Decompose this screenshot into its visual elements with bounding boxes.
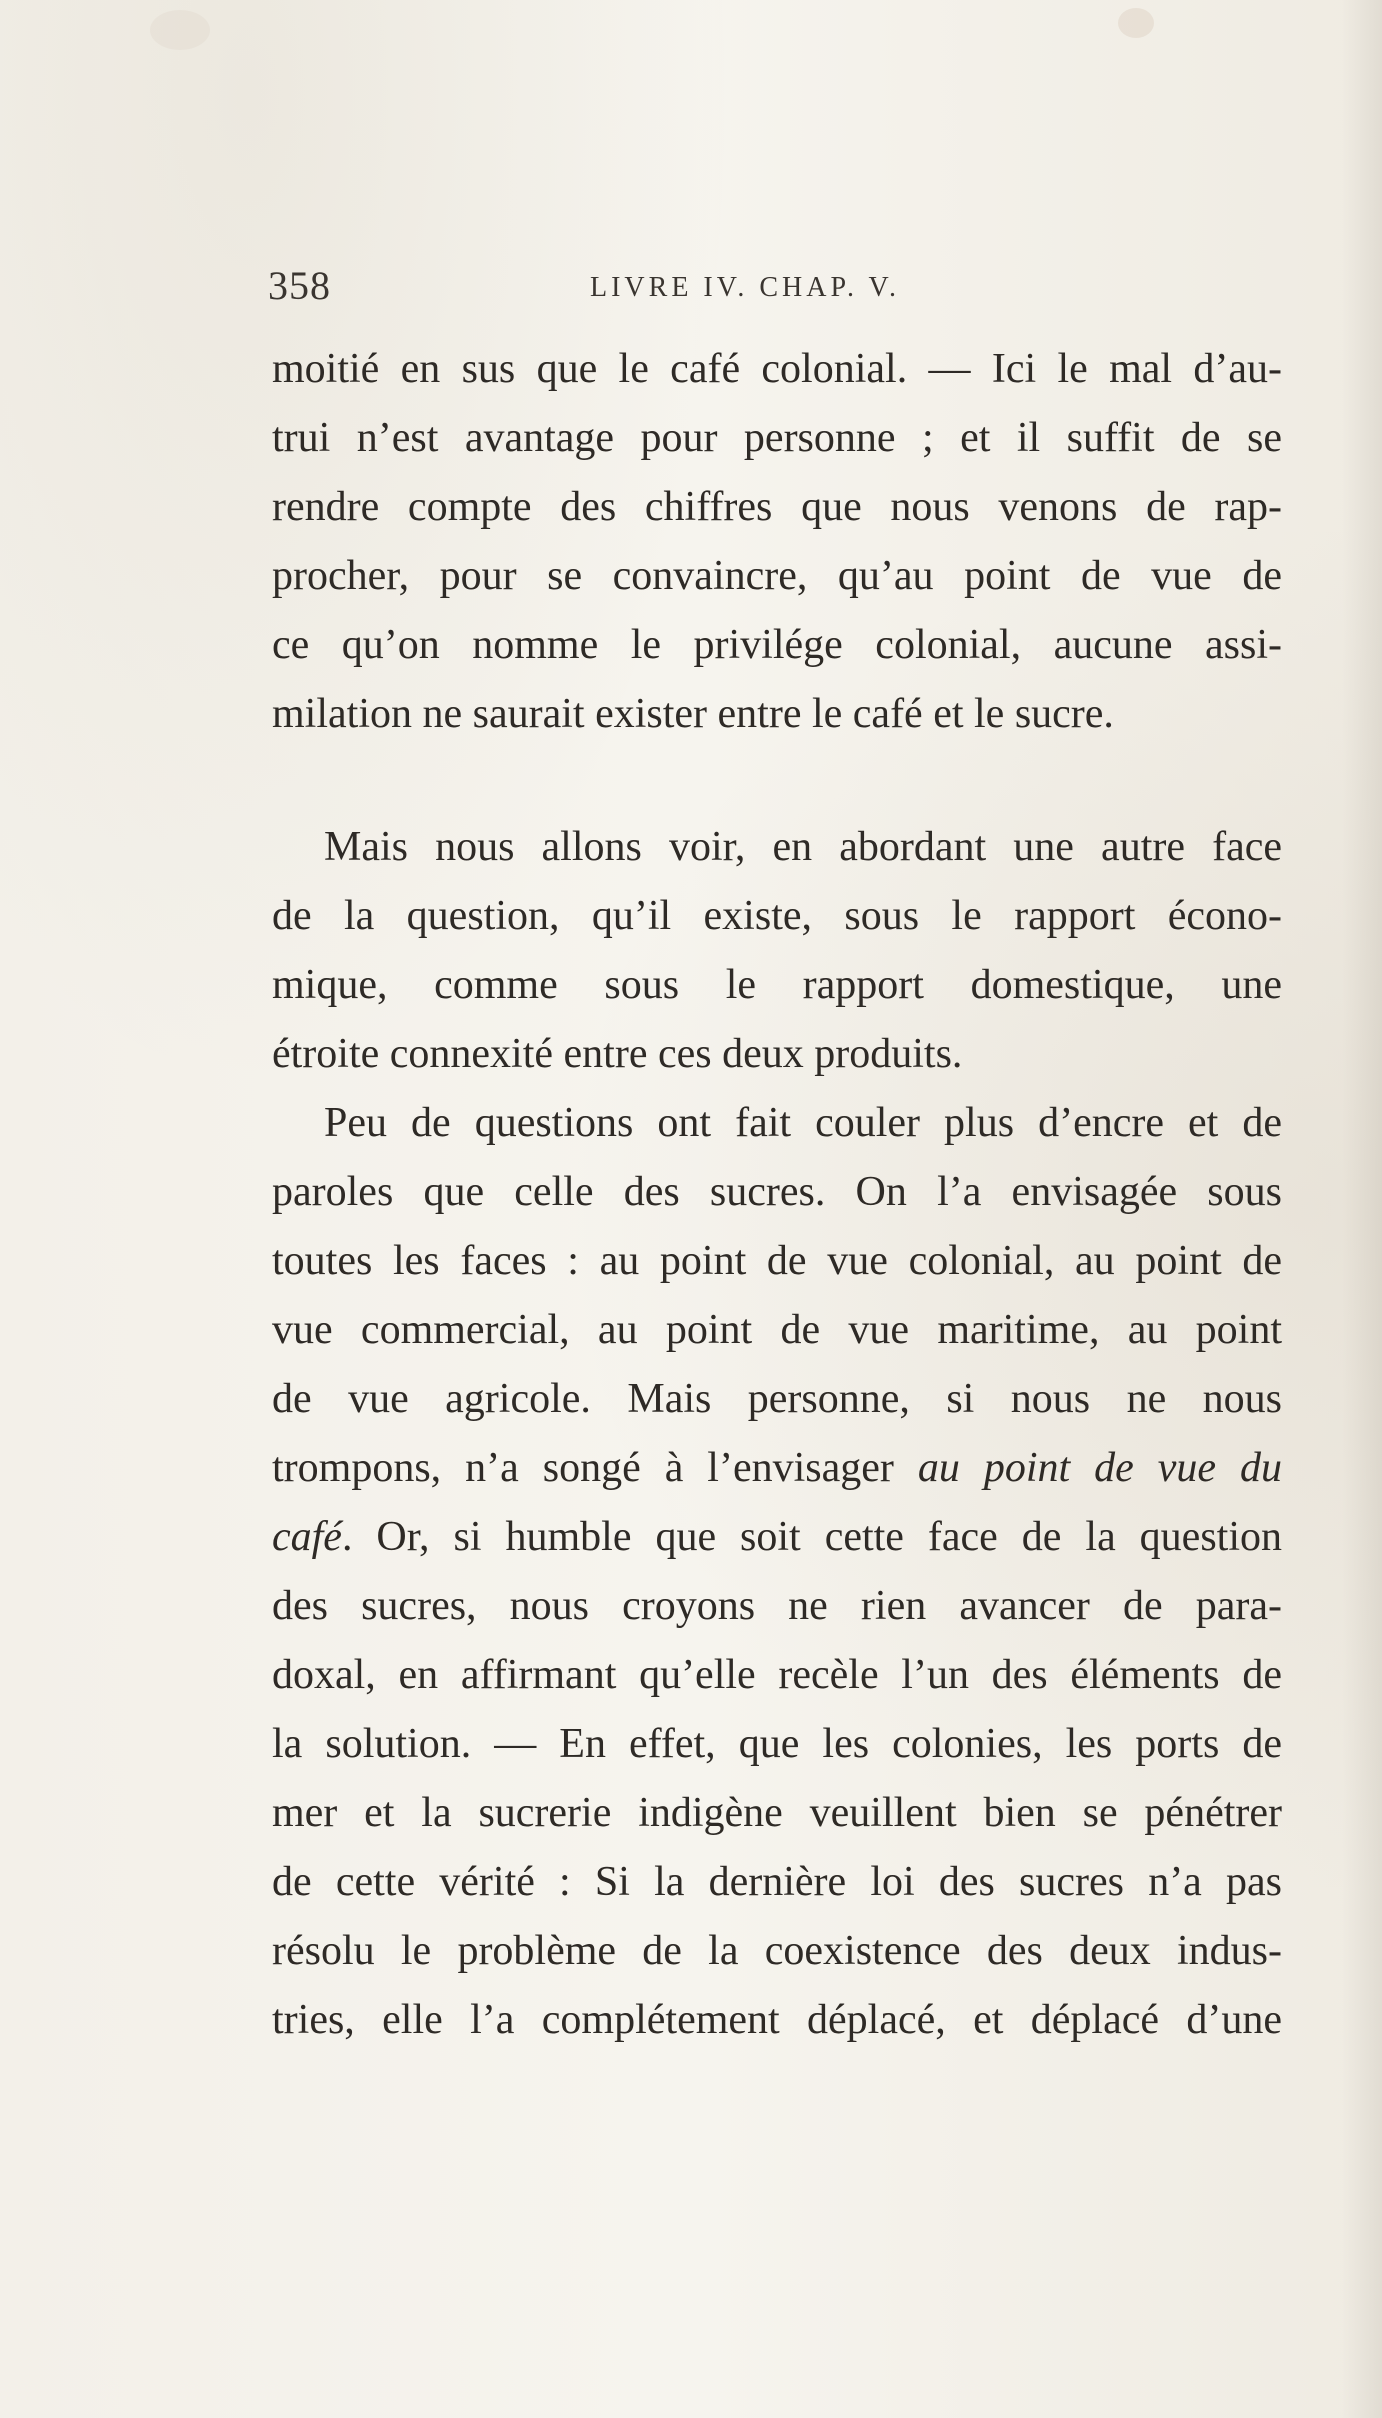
- page-edge-shadow: [1342, 0, 1382, 2418]
- text-line: des sucres, nous croyons ne rien avancer de para-: [272, 1583, 1282, 1629]
- paragraph: [272, 813, 1282, 1089]
- text-line: ce qu’on nomme le privilége colonial, aucune assi-: [272, 622, 1282, 668]
- paragraph: [272, 1089, 1282, 2055]
- paragraph-spacer: [272, 749, 1282, 813]
- text-line: [272, 1503, 1282, 1572]
- text-span: . Or, si humble que soit cette face de la question: [341, 1514, 1282, 1560]
- text-line: résolu le problème de la coexistence des deux indus-: [272, 1928, 1282, 1974]
- text-line: Peu de questions ont fait couler plus d’encre et de: [324, 1100, 1282, 1146]
- page-number: 358: [268, 263, 331, 308]
- text-span: trompons, n’a songé à l’envisager: [272, 1445, 918, 1491]
- text-line: mer et la sucrerie indigène veuillent bien se pénétrer: [272, 1790, 1282, 1836]
- text-line: vue commercial, au point de vue maritime, au point: [272, 1307, 1282, 1353]
- paragraph: [272, 335, 1282, 749]
- text-line: étroite connexité entre ces deux produits.: [272, 1031, 963, 1077]
- text-line: Mais nous allons voir, en abordant une autre face: [324, 824, 1282, 870]
- text-line: de la question, qu’il existe, sous le rapport écono-: [272, 893, 1282, 939]
- running-head: [268, 262, 1288, 312]
- running-title: LIVRE IV. CHAP. V.: [590, 272, 901, 303]
- text-line: milation ne saurait exister entre le café et le sucre.: [272, 691, 1114, 737]
- text-line: la solution. — En effet, que les colonies, les ports de: [272, 1721, 1282, 1767]
- text-line: doxal, en affirmant qu’elle recèle l’un des éléments de: [272, 1652, 1282, 1698]
- text-line: de vue agricole. Mais personne, si nous ne nous: [272, 1376, 1282, 1422]
- text-line: toutes les faces : au point de vue colonial, au point de: [272, 1238, 1282, 1284]
- text-line: moitié en sus que le café colonial. — Ici le mal d’au-: [272, 346, 1282, 392]
- text-line: de cette vérité : Si la dernière loi des sucres n’a pas: [272, 1859, 1282, 1905]
- italic-phrase: au point de vue du: [917, 1445, 1282, 1491]
- text-line: [272, 1434, 1282, 1503]
- text-line: trui n’est avantage pour personne ; et il suffit de se: [272, 415, 1282, 461]
- text-line: tries, elle l’a complétement déplacé, et déplacé d’une: [272, 1997, 1282, 2043]
- text-line: paroles que celle des sucres. On l’a envisagée sous: [272, 1169, 1282, 1215]
- text-line: mique, comme sous le rapport domestique, une: [272, 962, 1282, 1008]
- text-line: procher, pour se convaincre, qu’au point de vue de: [272, 553, 1282, 599]
- paper-stain: [150, 10, 210, 50]
- body-text: [272, 335, 1282, 2055]
- text-line: rendre compte des chiffres que nous venons de rap-: [272, 484, 1282, 530]
- paper-stain: [1118, 8, 1154, 38]
- italic-phrase: café: [272, 1514, 342, 1560]
